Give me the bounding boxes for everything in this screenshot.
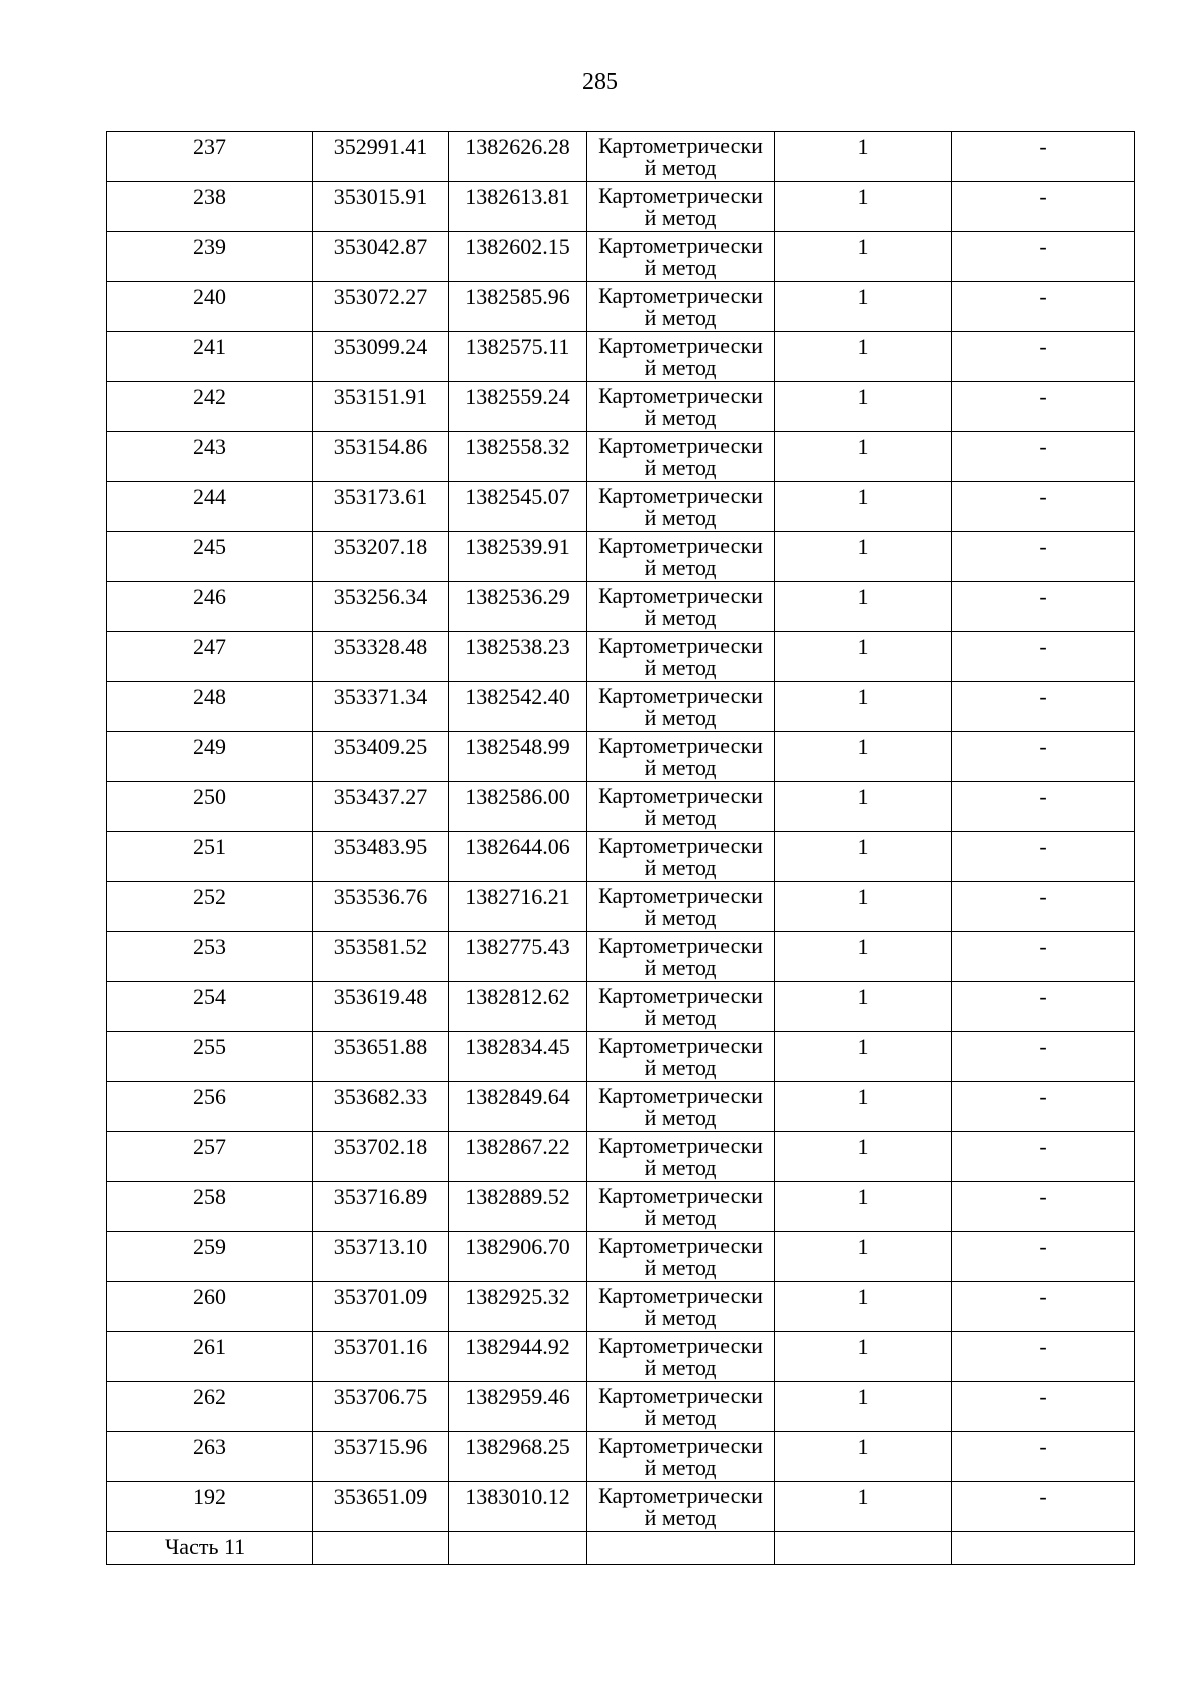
y-coordinate-cell: 1382545.07 xyxy=(449,482,587,532)
y-coordinate-cell: 1382585.96 xyxy=(449,282,587,332)
y-coordinate-cell: 1382538.23 xyxy=(449,632,587,682)
y-coordinate-cell: 1382925.32 xyxy=(449,1282,587,1332)
x-coordinate-cell: 353328.48 xyxy=(313,632,449,682)
method-cell: Картометрически й метод xyxy=(587,682,775,732)
x-coordinate-cell: 353715.96 xyxy=(313,1432,449,1482)
method-cell: Картометрически й метод xyxy=(587,382,775,432)
x-coordinate-cell: 353151.91 xyxy=(313,382,449,432)
x-coordinate-cell: 353701.09 xyxy=(313,1282,449,1332)
y-coordinate-cell: 1382775.43 xyxy=(449,932,587,982)
x-coordinate-cell: 352991.41 xyxy=(313,132,449,182)
table-row xyxy=(107,782,1135,832)
description-cell: - xyxy=(952,1332,1135,1382)
table-row xyxy=(107,1032,1135,1082)
point-number-cell: 192 xyxy=(107,1482,313,1532)
x-coordinate-cell: 353371.34 xyxy=(313,682,449,732)
accuracy-cell: 1 xyxy=(775,182,952,232)
accuracy-cell: 1 xyxy=(775,782,952,832)
point-number-cell: 240 xyxy=(107,282,313,332)
table-row xyxy=(107,382,1135,432)
x-coordinate-cell: 353716.89 xyxy=(313,1182,449,1232)
point-number-cell: 258 xyxy=(107,1182,313,1232)
point-number-cell: 244 xyxy=(107,482,313,532)
table-row xyxy=(107,932,1135,982)
accuracy-cell: 1 xyxy=(775,532,952,582)
part-row xyxy=(107,1532,1135,1565)
method-cell: Картометрически й метод xyxy=(587,182,775,232)
x-coordinate-cell: 353701.16 xyxy=(313,1332,449,1382)
x-coordinate-cell: 353581.52 xyxy=(313,932,449,982)
point-number-cell: 238 xyxy=(107,182,313,232)
description-cell: - xyxy=(952,932,1135,982)
empty-cell xyxy=(952,1532,1135,1565)
table-row xyxy=(107,232,1135,282)
table-row xyxy=(107,1482,1135,1532)
accuracy-cell: 1 xyxy=(775,1482,952,1532)
description-cell: - xyxy=(952,632,1135,682)
table-row xyxy=(107,1182,1135,1232)
point-number-cell: 257 xyxy=(107,1132,313,1182)
x-coordinate-cell: 353042.87 xyxy=(313,232,449,282)
table-row xyxy=(107,982,1135,1032)
method-cell: Картометрически й метод xyxy=(587,1482,775,1532)
description-cell: - xyxy=(952,1282,1135,1332)
accuracy-cell: 1 xyxy=(775,432,952,482)
point-number-cell: 252 xyxy=(107,882,313,932)
x-coordinate-cell: 353706.75 xyxy=(313,1382,449,1432)
accuracy-cell: 1 xyxy=(775,982,952,1032)
y-coordinate-cell: 1382906.70 xyxy=(449,1232,587,1282)
accuracy-cell: 1 xyxy=(775,1432,952,1482)
method-cell: Картометрически й метод xyxy=(587,332,775,382)
point-number-cell: 259 xyxy=(107,1232,313,1282)
table-row xyxy=(107,582,1135,632)
table-row xyxy=(107,532,1135,582)
accuracy-cell: 1 xyxy=(775,882,952,932)
accuracy-cell: 1 xyxy=(775,1332,952,1382)
part-label: Часть 11 xyxy=(107,1532,313,1565)
x-coordinate-cell: 353536.76 xyxy=(313,882,449,932)
method-cell: Картометрически й метод xyxy=(587,882,775,932)
method-cell: Картометрически й метод xyxy=(587,1382,775,1432)
point-number-cell: 241 xyxy=(107,332,313,382)
y-coordinate-cell: 1382602.15 xyxy=(449,232,587,282)
description-cell: - xyxy=(952,332,1135,382)
table-row xyxy=(107,632,1135,682)
accuracy-cell: 1 xyxy=(775,932,952,982)
x-coordinate-cell: 353651.88 xyxy=(313,1032,449,1082)
description-cell: - xyxy=(952,832,1135,882)
table-row xyxy=(107,1432,1135,1482)
table-row xyxy=(107,1282,1135,1332)
method-cell: Картометрически й метод xyxy=(587,232,775,282)
description-cell: - xyxy=(952,982,1135,1032)
table-row xyxy=(107,1082,1135,1132)
point-number-cell: 256 xyxy=(107,1082,313,1132)
description-cell: - xyxy=(952,732,1135,782)
point-number-cell: 263 xyxy=(107,1432,313,1482)
description-cell: - xyxy=(952,532,1135,582)
point-number-cell: 248 xyxy=(107,682,313,732)
accuracy-cell: 1 xyxy=(775,682,952,732)
accuracy-cell: 1 xyxy=(775,1232,952,1282)
page-number: 285 xyxy=(582,69,618,95)
y-coordinate-cell: 1382586.00 xyxy=(449,782,587,832)
y-coordinate-cell: 1382834.45 xyxy=(449,1032,587,1082)
point-number-cell: 260 xyxy=(107,1282,313,1332)
table-row xyxy=(107,132,1135,182)
table-row xyxy=(107,182,1135,232)
table-row xyxy=(107,732,1135,782)
accuracy-cell: 1 xyxy=(775,582,952,632)
y-coordinate-cell: 1382548.99 xyxy=(449,732,587,782)
accuracy-cell: 1 xyxy=(775,732,952,782)
description-cell: - xyxy=(952,282,1135,332)
accuracy-cell: 1 xyxy=(775,1382,952,1432)
accuracy-cell: 1 xyxy=(775,1082,952,1132)
method-cell: Картометрически й метод xyxy=(587,1432,775,1482)
x-coordinate-cell: 353409.25 xyxy=(313,732,449,782)
point-number-cell: 261 xyxy=(107,1332,313,1382)
table-row xyxy=(107,882,1135,932)
x-coordinate-cell: 353651.09 xyxy=(313,1482,449,1532)
accuracy-cell: 1 xyxy=(775,132,952,182)
point-number-cell: 242 xyxy=(107,382,313,432)
table-row xyxy=(107,482,1135,532)
y-coordinate-cell: 1382559.24 xyxy=(449,382,587,432)
method-cell: Картометрически й метод xyxy=(587,482,775,532)
y-coordinate-cell: 1382959.46 xyxy=(449,1382,587,1432)
description-cell: - xyxy=(952,1132,1135,1182)
accuracy-cell: 1 xyxy=(775,632,952,682)
method-cell: Картометрически й метод xyxy=(587,1282,775,1332)
point-number-cell: 251 xyxy=(107,832,313,882)
y-coordinate-cell: 1383010.12 xyxy=(449,1482,587,1532)
description-cell: - xyxy=(952,1432,1135,1482)
accuracy-cell: 1 xyxy=(775,232,952,282)
x-coordinate-cell: 353099.24 xyxy=(313,332,449,382)
accuracy-cell: 1 xyxy=(775,832,952,882)
table-row xyxy=(107,1132,1135,1182)
description-cell: - xyxy=(952,1232,1135,1282)
x-coordinate-cell: 353015.91 xyxy=(313,182,449,232)
point-number-cell: 243 xyxy=(107,432,313,482)
y-coordinate-cell: 1382812.62 xyxy=(449,982,587,1032)
method-cell: Картометрически й метод xyxy=(587,782,775,832)
accuracy-cell: 1 xyxy=(775,1182,952,1232)
y-coordinate-cell: 1382867.22 xyxy=(449,1132,587,1182)
table-row xyxy=(107,332,1135,382)
x-coordinate-cell: 353682.33 xyxy=(313,1082,449,1132)
x-coordinate-cell: 353702.18 xyxy=(313,1132,449,1182)
description-cell: - xyxy=(952,132,1135,182)
point-number-cell: 253 xyxy=(107,932,313,982)
description-cell: - xyxy=(952,1482,1135,1532)
description-cell: - xyxy=(952,382,1135,432)
method-cell: Картометрически й метод xyxy=(587,932,775,982)
x-coordinate-cell: 353173.61 xyxy=(313,482,449,532)
method-cell: Картометрически й метод xyxy=(587,1082,775,1132)
method-cell: Картометрически й метод xyxy=(587,582,775,632)
x-coordinate-cell: 353207.18 xyxy=(313,532,449,582)
description-cell: - xyxy=(952,582,1135,632)
y-coordinate-cell: 1382644.06 xyxy=(449,832,587,882)
point-number-cell: 239 xyxy=(107,232,313,282)
method-cell: Картометрически й метод xyxy=(587,282,775,332)
accuracy-cell: 1 xyxy=(775,1032,952,1082)
description-cell: - xyxy=(952,1382,1135,1432)
accuracy-cell: 1 xyxy=(775,482,952,532)
method-cell: Картометрически й метод xyxy=(587,982,775,1032)
description-cell: - xyxy=(952,232,1135,282)
method-cell: Картометрически й метод xyxy=(587,1332,775,1382)
description-cell: - xyxy=(952,882,1135,932)
method-cell: Картометрически й метод xyxy=(587,532,775,582)
method-cell: Картометрически й метод xyxy=(587,1032,775,1082)
empty-cell xyxy=(449,1532,587,1565)
point-number-cell: 250 xyxy=(107,782,313,832)
y-coordinate-cell: 1382542.40 xyxy=(449,682,587,732)
description-cell: - xyxy=(952,432,1135,482)
accuracy-cell: 1 xyxy=(775,1282,952,1332)
point-number-cell: 246 xyxy=(107,582,313,632)
x-coordinate-cell: 353072.27 xyxy=(313,282,449,332)
method-cell: Картометрически й метод xyxy=(587,632,775,682)
method-cell: Картометрически й метод xyxy=(587,1132,775,1182)
method-cell: Картометрически й метод xyxy=(587,732,775,782)
description-cell: - xyxy=(952,682,1135,732)
y-coordinate-cell: 1382889.52 xyxy=(449,1182,587,1232)
y-coordinate-cell: 1382575.11 xyxy=(449,332,587,382)
y-coordinate-cell: 1382539.91 xyxy=(449,532,587,582)
table-row xyxy=(107,682,1135,732)
point-number-cell: 247 xyxy=(107,632,313,682)
x-coordinate-cell: 353437.27 xyxy=(313,782,449,832)
y-coordinate-cell: 1382558.32 xyxy=(449,432,587,482)
coordinates-table xyxy=(106,131,1135,1565)
description-cell: - xyxy=(952,1182,1135,1232)
point-number-cell: 255 xyxy=(107,1032,313,1082)
table-row xyxy=(107,1232,1135,1282)
table-row xyxy=(107,432,1135,482)
accuracy-cell: 1 xyxy=(775,382,952,432)
y-coordinate-cell: 1382849.64 xyxy=(449,1082,587,1132)
method-cell: Картометрически й метод xyxy=(587,1232,775,1282)
description-cell: - xyxy=(952,782,1135,832)
table-row xyxy=(107,282,1135,332)
y-coordinate-cell: 1382716.21 xyxy=(449,882,587,932)
x-coordinate-cell: 353619.48 xyxy=(313,982,449,1032)
accuracy-cell: 1 xyxy=(775,332,952,382)
method-cell: Картометрически й метод xyxy=(587,432,775,482)
y-coordinate-cell: 1382626.28 xyxy=(449,132,587,182)
empty-cell xyxy=(313,1532,449,1565)
x-coordinate-cell: 353154.86 xyxy=(313,432,449,482)
method-cell: Картометрически й метод xyxy=(587,832,775,882)
coordinates-table-body xyxy=(107,132,1135,1565)
method-cell: Картометрически й метод xyxy=(587,132,775,182)
method-cell: Картометрически й метод xyxy=(587,1182,775,1232)
y-coordinate-cell: 1382536.29 xyxy=(449,582,587,632)
y-coordinate-cell: 1382944.92 xyxy=(449,1332,587,1382)
table-row xyxy=(107,1332,1135,1382)
x-coordinate-cell: 353483.95 xyxy=(313,832,449,882)
y-coordinate-cell: 1382613.81 xyxy=(449,182,587,232)
accuracy-cell: 1 xyxy=(775,282,952,332)
description-cell: - xyxy=(952,182,1135,232)
y-coordinate-cell: 1382968.25 xyxy=(449,1432,587,1482)
point-number-cell: 249 xyxy=(107,732,313,782)
empty-cell xyxy=(775,1532,952,1565)
point-number-cell: 237 xyxy=(107,132,313,182)
accuracy-cell: 1 xyxy=(775,1132,952,1182)
table-row xyxy=(107,1382,1135,1432)
description-cell: - xyxy=(952,482,1135,532)
x-coordinate-cell: 353256.34 xyxy=(313,582,449,632)
table-row xyxy=(107,832,1135,882)
point-number-cell: 254 xyxy=(107,982,313,1032)
description-cell: - xyxy=(952,1032,1135,1082)
x-coordinate-cell: 353713.10 xyxy=(313,1232,449,1282)
empty-cell xyxy=(587,1532,775,1565)
point-number-cell: 245 xyxy=(107,532,313,582)
description-cell: - xyxy=(952,1082,1135,1132)
point-number-cell: 262 xyxy=(107,1382,313,1432)
